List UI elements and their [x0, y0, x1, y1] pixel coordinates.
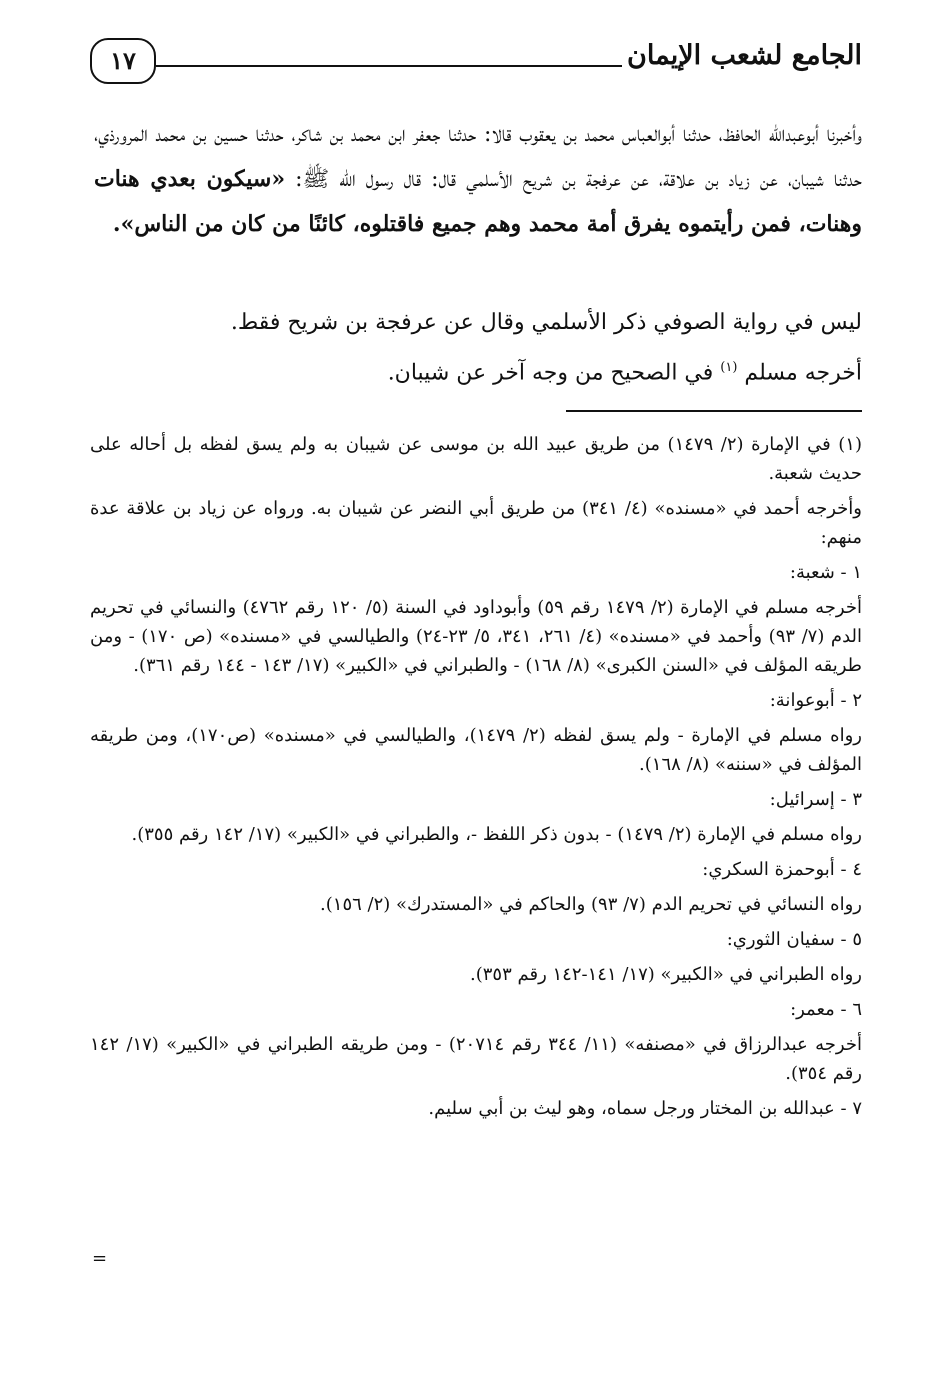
continuation-mark: = — [92, 1248, 108, 1269]
footnotes — [90, 430, 862, 1129]
footnote-heading: ١ - شعبة: — [789, 562, 862, 583]
isnad-text: وأخبرنا أبوعبدالله الحافظ، حدثنا أبوالعباس محمد بن يعقوب قالا: حدثنا جعفر ابن محمد بن شاكر، حدثنا حسين بن محمد المرورذي، حدثنا شيبان، عن زياد بن علاقة، عن عرفجة بن شريح الأسلمي قال: قال رسول الله ﷺ: — [94, 122, 863, 192]
page-number: ١٧ — [90, 38, 156, 84]
footnote-paragraph: رواه الطبراني في «الكبير» (١٧/ ١٤١-١٤٢ رقم ٣٥٣). — [470, 964, 862, 985]
riwaya-note: ليس في رواية الصوفي ذكر الأسلمي وقال عن عرفجة بن شريح فقط. — [230, 310, 862, 335]
footnote-paragraph: رواه النسائي في تحريم الدم (٧/ ٩٣) والحاكم في «المستدرك» (٢/ ١٥٦). — [320, 894, 862, 915]
footnote-paragraph: أخرجه عبدالرزاق في «مصنفه» (١١/ ٣٤٤ رقم ٢٠٧١٤) - ومن طريقه الطبراني في «الكبير» (١٧/ ١٤٢ رقم ٣٥٤). — [90, 1034, 862, 1084]
footnote-paragraph: رواه مسلم في الإمارة - ولم يسق لفظه (٢/ ١٤٧٩)، والطيالسي في «مسنده» (ص١٧٠)، ومن طريقه المؤلف في «سننه» (٨/ ١٦٨). — [90, 725, 862, 775]
book-title: الجامع لشعب الإيمان — [627, 40, 862, 71]
main-text — [94, 112, 862, 247]
footnote-heading: ٥ - سفيان الثوري: — [726, 929, 862, 950]
running-header — [90, 38, 862, 88]
takhrij-after: في الصحيح من وجه آخر عن شيبان. — [387, 360, 714, 386]
footnote-paragraph: وأخرجه أحمد في «مسنده» (٤/ ٣٤١) من طريق أبي النضر عن شيبان به. ورواه عن زياد بن علاقة عدة منهم: — [90, 498, 862, 548]
matn-text: «سيكون بعدي هنات وهنات، فمن رأيتموه يفرق أمة محمد وهم جميع فاقتلوه، كائنًا من كان من الناس». — [94, 166, 862, 237]
footnote-heading: ٧ - عبدالله بن المختار ورجل سماه، وهو ليث بن أبي سليم. — [428, 1098, 862, 1119]
footnote-paragraph: (١) في الإمارة (٢/ ١٤٧٩) من طريق عبيد الله بن موسى عن شيبان به ولم يسق لفظه بل أحاله على حديث شعبة. — [90, 434, 862, 484]
footnote-paragraph: رواه مسلم في الإمارة (٢/ ١٤٧٩) - بدون ذكر اللفظ -، والطبراني في «الكبير» (١٧/ ١٤٢ رقم ٣٥٥). — [131, 824, 862, 845]
footnote-heading: ٦ - معمر: — [790, 999, 862, 1020]
header-rule — [156, 65, 622, 67]
footnote-heading: ٤ - أبوحمزة السكري: — [702, 859, 862, 880]
footnote-heading: ٢ - أبوعوانة: — [769, 690, 862, 711]
takhrij-note — [94, 345, 862, 395]
hadith-paragraph — [94, 112, 862, 247]
footnote-separator — [566, 410, 862, 412]
footnote-ref[interactable]: (١) — [720, 360, 738, 375]
takhrij-before: أخرجه مسلم — [744, 360, 862, 386]
footnote-paragraph: أخرجه مسلم في الإمارة (٢/ ١٤٧٩ رقم ٥٩) وأبوداود في السنة (٥/ ١٢٠ رقم ٤٧٦٢) والنسائي في تحريم الدم (٧/ ٩٣) وأحمد في «مسنده» (٤/ ٢٦١، ٣٤١، ٥/ ٢٣-٢٤) والطيالسي في «مسنده» (ص ١٧٠) - ومن طريقه المؤلف في «السنن الكبرى» (٨/ ١٦٨) - والطبراني في «الكبير» (١٧/ ١٤٣ - ١٤٤ رقم ٣٦١). — [90, 597, 863, 676]
main-notes — [94, 300, 862, 395]
footnote-heading: ٣ - إسرائيل: — [769, 789, 862, 810]
